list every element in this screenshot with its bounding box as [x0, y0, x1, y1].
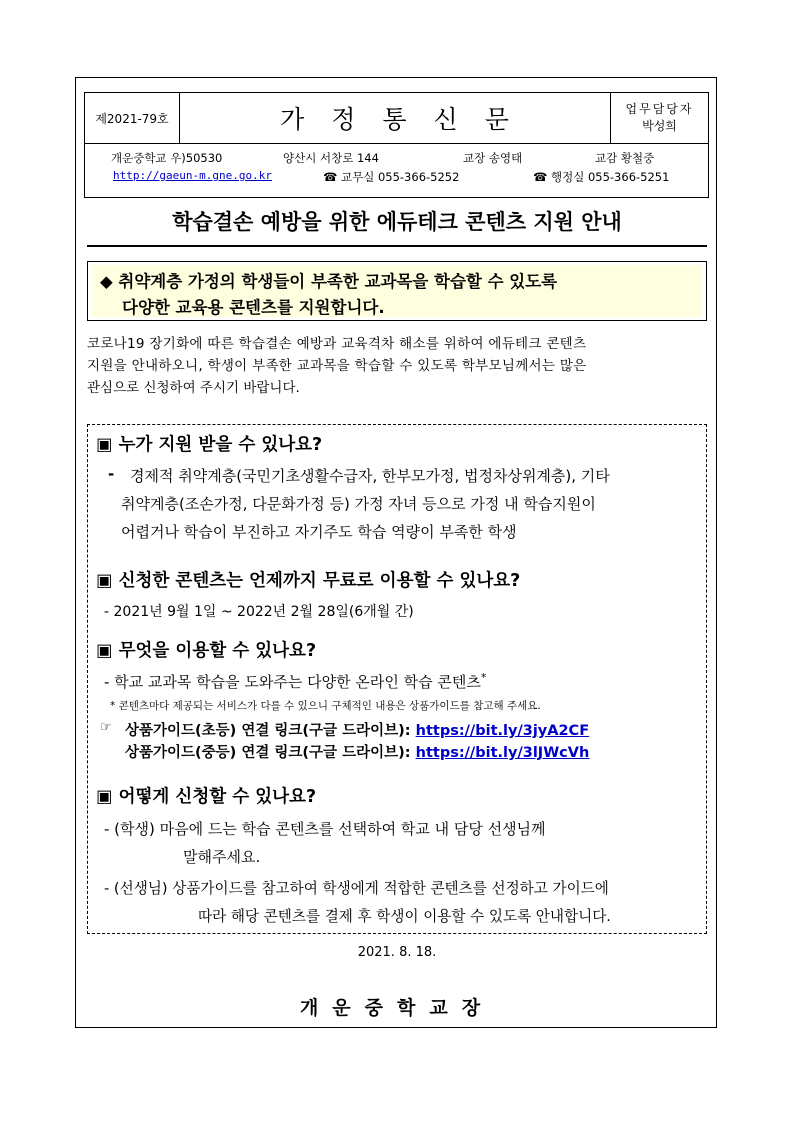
intro-line: 지원을 안내하오니, 학생이 부족한 교과목을 학습할 수 있도록 학부모님께서는 많은 — [87, 358, 587, 374]
summary-line-1: ◆ 취약계층 가정의 학생들이 부족한 교과목을 학습할 수 있도록 — [100, 272, 558, 291]
content-text: - 학교 교과목 학습을 도와주는 다양한 온라인 학습 콘텐츠 — [104, 673, 481, 691]
document-number: 제2021-79호 — [85, 93, 180, 143]
school-address: 개운중학교 우)50530 — [111, 151, 223, 165]
summary-highlight — [92, 265, 702, 317]
staff-role: 업무담당자 — [625, 102, 694, 116]
guide-elementary — [125, 719, 589, 740]
guide-elementary-label: 상품가이드(초등) 연결 링크(구글 드라이브): — [125, 723, 411, 739]
period-line: - 2021년 9월 1일 ~ 2022년 2월 28일(6개월 간) — [104, 604, 414, 620]
admin-office-phone: ☎ 행정실 055-366-5251 — [533, 170, 670, 184]
summary-line-2: 다양한 교육용 콘텐츠를 지원합니다. — [122, 298, 385, 317]
question-how: ▣ 어떻게 신청할 수 있나요? — [96, 787, 317, 807]
header-row-top — [84, 92, 709, 144]
notice-page — [75, 77, 717, 1028]
newsletter-title: 가정통신문 — [179, 93, 611, 143]
footnote-text: * 콘텐츠마다 제공되는 서비스가 다를 수 있으니 구체적인 내용은 상품가이드를 참고해 주세요. — [110, 700, 541, 712]
pointer-icon: ☞ — [100, 720, 112, 735]
question-who: ▣ 누가 지원 받을 수 있나요? — [96, 435, 323, 455]
issue-date: 2021. 8. 18. — [357, 945, 437, 960]
principal: 교장 송영태 — [463, 151, 523, 165]
content-line — [104, 671, 486, 692]
guide-middle-link[interactable]: https://bit.ly/3lJWcVh — [415, 745, 590, 761]
question-when: ▣ 신청한 콘텐츠는 언제까지 무료로 이용할 수 있나요? — [96, 571, 521, 591]
question-what: ▣ 무엇을 이용할 수 있나요? — [96, 641, 317, 661]
teacher-step-line: - (선생님) 상품가이드를 참고하여 학생에게 적합한 콘텐츠를 선정하고 가이드에 — [104, 880, 609, 897]
student-step-line: - (학생) 마음에 드는 학습 콘텐츠를 선택하여 학교 내 담당 선생님께 — [104, 820, 546, 838]
guide-middle-label: 상품가이드(중등) 연결 링크(구글 드라이브): — [125, 745, 411, 761]
student-step-line: 말해주세요. — [183, 848, 261, 866]
intro-line: 코로나19 장기화에 따른 학습결손 예방과 교육격차 해소를 위하여 에듀테크 콘텐츠 — [87, 336, 587, 352]
staff-name: 박성희 — [642, 119, 677, 133]
school-website-link[interactable]: http://gaeun-m.gne.go.kr — [113, 169, 272, 182]
header-row-contact — [84, 144, 709, 198]
summary-text — [100, 269, 557, 321]
eligibility-line: 경제적 취약계층(국민기초생활수급자, 한부모가정, 법정차상위계층), 기타 — [130, 467, 610, 485]
intro-paragraph — [87, 333, 709, 399]
eligibility-line: 취약계층(조손가정, 다문화가정 등) 가정 자녀 등으로 가정 내 학습지원이 — [121, 495, 596, 513]
guide-middle — [125, 741, 589, 762]
teacher-step-line: 따라 해당 콘텐츠를 결제 후 학생이 이용할 수 있도록 안내합니다. — [198, 908, 611, 925]
staff-cell — [611, 93, 708, 143]
summary-box — [87, 261, 707, 321]
intro-line: 관심으로 신청하여 주시기 바랍니다. — [87, 380, 300, 396]
header-table — [84, 92, 709, 216]
signer: 개운중학교장 — [299, 997, 495, 1019]
main-title: 학습결손 예방을 위한 에듀테크 콘텐츠 지원 안내 — [172, 210, 622, 234]
eligibility-line: 어렵거나 학습이 부진하고 자기주도 학습 역량이 부족한 학생 — [121, 523, 517, 541]
dash-marker: - — [108, 465, 115, 483]
academic-office-phone: ☎ 교무실 055-366-5252 — [323, 170, 460, 184]
footnote-mark: * — [480, 671, 487, 684]
city-address: 양산시 서창로 144 — [283, 151, 379, 165]
guide-elementary-link[interactable]: https://bit.ly/3jyA2CF — [415, 723, 590, 739]
title-divider — [87, 245, 707, 247]
info-box — [87, 424, 707, 934]
vice-principal: 교감 황철중 — [595, 151, 655, 165]
